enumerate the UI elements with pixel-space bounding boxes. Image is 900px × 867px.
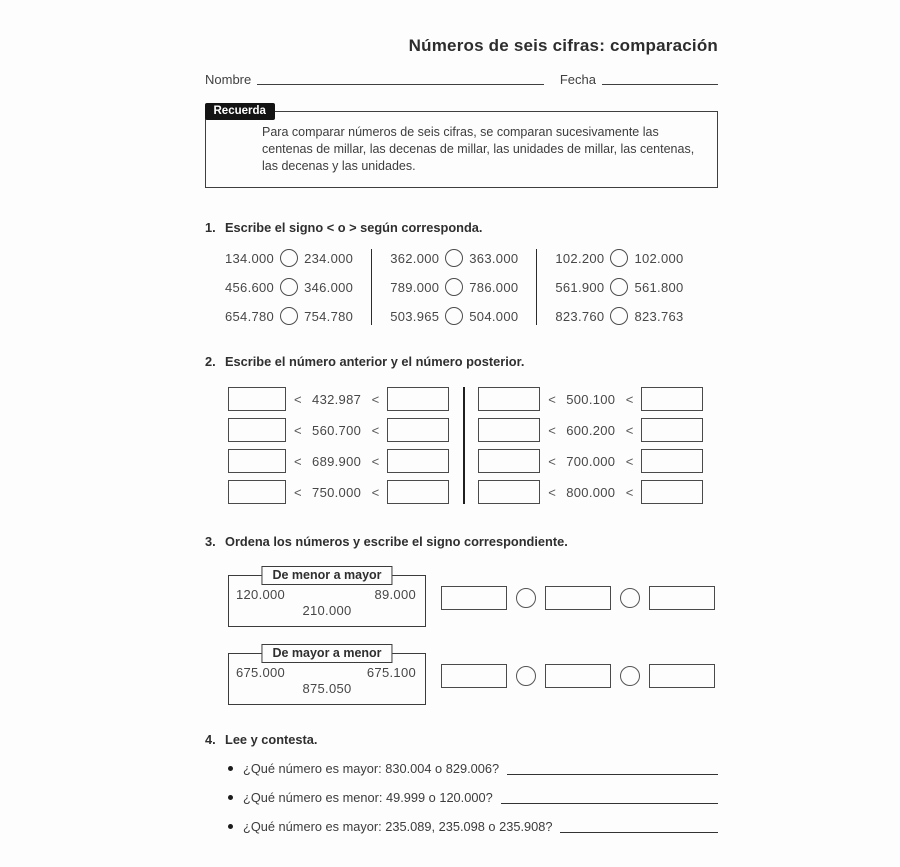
comparison-pair <box>555 307 683 325</box>
bullet-icon <box>228 766 233 771</box>
before-after-row <box>478 480 703 504</box>
sign-circle[interactable] <box>610 278 628 296</box>
exercise4-header <box>205 732 718 747</box>
answer-box[interactable] <box>228 418 286 442</box>
set-number: 210.000 <box>302 603 352 618</box>
answer-line[interactable] <box>501 791 718 804</box>
exercise2-grid <box>228 387 718 504</box>
bullet-icon <box>228 795 233 800</box>
answer-box[interactable] <box>641 387 703 411</box>
less-than-sign: < <box>294 453 302 469</box>
given-number: 560.700 <box>312 422 362 438</box>
before-after-row <box>478 418 703 442</box>
exercise3-group-descending <box>228 645 718 705</box>
name-label: Nombre <box>205 72 252 87</box>
sign-circle[interactable] <box>516 666 536 686</box>
answer-line[interactable] <box>560 820 718 833</box>
answer-box[interactable] <box>641 418 703 442</box>
answer-box[interactable] <box>649 586 715 610</box>
exercise3-number: 3. <box>205 534 216 549</box>
before-after-row <box>228 418 449 442</box>
left-number: 134.000 <box>225 250 275 266</box>
comparison-pair <box>390 249 518 267</box>
less-than-sign: < <box>294 484 302 500</box>
set-number: 675.100 <box>366 665 416 680</box>
before-after-row <box>228 387 449 411</box>
answer-box[interactable] <box>387 418 449 442</box>
exercise4-prompt: Lee y contesta. <box>225 732 318 747</box>
number-set-box <box>228 568 426 627</box>
answer-box[interactable] <box>228 480 286 504</box>
recuerda-text: Para comparar números de seis cifras, se comparan sucesivamente las centenas de millar, las decenas de millar, las unidades de millar, las centenas, las decenas y las unidades. <box>262 125 695 173</box>
comparison-pair <box>555 249 683 267</box>
set-label: De mayor a menor <box>261 644 392 663</box>
less-than-sign: < <box>371 484 380 500</box>
set-number: 120.000 <box>236 587 286 602</box>
sign-circle[interactable] <box>610 307 628 325</box>
left-number: 456.600 <box>225 279 275 295</box>
exercise4-number: 4. <box>205 732 216 747</box>
answer-box[interactable] <box>478 480 540 504</box>
exercise2-right-half <box>478 387 703 504</box>
answer-box[interactable] <box>387 449 449 473</box>
bullet-icon <box>228 824 233 829</box>
question-text: ¿Qué número es mayor: 830.004 o 829.006? <box>243 761 500 776</box>
less-than-sign: < <box>625 391 634 407</box>
exercise2-prompt: Escribe el número anterior y el número posterior. <box>225 354 525 369</box>
sign-circle[interactable] <box>445 249 463 267</box>
left-number: 102.200 <box>555 250 605 266</box>
answer-box[interactable] <box>387 387 449 411</box>
given-number: 700.000 <box>566 453 616 469</box>
answer-box[interactable] <box>641 480 703 504</box>
exercise1-column-3 <box>555 249 683 325</box>
comparison-pair <box>225 249 353 267</box>
exercise2-left-half <box>228 387 449 504</box>
sign-circle[interactable] <box>280 249 298 267</box>
exercise1-number: 1. <box>205 220 216 235</box>
exercise1-grid <box>225 249 718 325</box>
column-divider <box>371 249 372 325</box>
set-number: 89.000 <box>374 587 416 602</box>
number-set-box <box>228 646 426 705</box>
before-after-row <box>228 480 449 504</box>
answer-box[interactable] <box>478 418 540 442</box>
set-label: De menor a mayor <box>261 566 392 585</box>
left-number: 654.780 <box>225 308 275 324</box>
exercise1-column-2 <box>390 249 518 325</box>
right-number: 346.000 <box>304 279 354 295</box>
less-than-sign: < <box>294 422 302 438</box>
less-than-sign: < <box>294 391 302 407</box>
answer-box[interactable] <box>228 449 286 473</box>
exercise1-column-1 <box>225 249 353 325</box>
given-number: 689.900 <box>312 453 362 469</box>
answer-box[interactable] <box>545 664 611 688</box>
comparison-pair <box>225 307 353 325</box>
less-than-sign: < <box>625 484 634 500</box>
less-than-sign: < <box>548 484 556 500</box>
answer-box[interactable] <box>228 387 286 411</box>
less-than-sign: < <box>548 453 556 469</box>
right-number: 504.000 <box>469 308 519 324</box>
left-number: 789.000 <box>390 279 440 295</box>
right-number: 823.763 <box>634 308 684 324</box>
comparison-pair <box>390 278 518 296</box>
left-number: 503.965 <box>390 308 440 324</box>
comparison-pair <box>225 278 353 296</box>
given-number: 800.000 <box>566 484 616 500</box>
column-divider <box>536 249 537 325</box>
less-than-sign: < <box>625 422 634 438</box>
exercise1-header <box>205 220 718 235</box>
exercise1-prompt: Escribe el signo < o > según corresponda. <box>225 220 483 235</box>
exercise3-header <box>205 534 718 549</box>
right-number: 754.780 <box>304 308 354 324</box>
date-label: Fecha <box>559 72 596 87</box>
right-number: 102.000 <box>634 250 684 266</box>
name-date-row <box>205 70 718 87</box>
before-after-row <box>228 449 449 473</box>
given-number: 750.000 <box>312 484 362 500</box>
question-row <box>228 819 718 834</box>
sign-circle[interactable] <box>280 278 298 296</box>
right-number: 363.000 <box>469 250 519 266</box>
ordering-answer-strip <box>441 664 715 688</box>
question-row <box>228 761 718 776</box>
before-after-row <box>478 449 703 473</box>
answer-box[interactable] <box>387 480 449 504</box>
less-than-sign: < <box>548 422 556 438</box>
recuerda-box <box>205 105 718 188</box>
answer-line[interactable] <box>507 762 718 775</box>
exercise2-number: 2. <box>205 354 216 369</box>
page-title: Números de seis cifras: comparación <box>408 36 718 55</box>
answer-box[interactable] <box>478 387 540 411</box>
answer-box[interactable] <box>441 664 507 688</box>
before-after-row <box>478 387 703 411</box>
less-than-sign: < <box>548 391 556 407</box>
left-number: 823.760 <box>555 308 605 324</box>
left-number: 561.900 <box>555 279 605 295</box>
question-row <box>228 790 718 805</box>
comparison-pair <box>390 307 518 325</box>
less-than-sign: < <box>371 391 380 407</box>
less-than-sign: < <box>371 422 380 438</box>
sign-circle[interactable] <box>445 278 463 296</box>
ordering-answer-strip <box>441 586 715 610</box>
answer-box[interactable] <box>649 664 715 688</box>
less-than-sign: < <box>625 453 634 469</box>
exercise2-header <box>205 354 718 369</box>
less-than-sign: < <box>371 453 380 469</box>
sign-circle[interactable] <box>620 588 640 608</box>
half-divider <box>463 387 465 504</box>
answer-box[interactable] <box>641 449 703 473</box>
right-number: 786.000 <box>469 279 519 295</box>
date-input-line[interactable] <box>602 70 718 85</box>
given-number: 600.200 <box>566 422 616 438</box>
set-number: 675.000 <box>236 665 286 680</box>
name-input-line[interactable] <box>257 70 544 85</box>
sign-circle[interactable] <box>445 307 463 325</box>
given-number: 432.987 <box>312 391 362 407</box>
right-number: 234.000 <box>304 250 354 266</box>
answer-box[interactable] <box>545 586 611 610</box>
given-number: 500.100 <box>566 391 616 407</box>
exercise3-group-ascending <box>228 567 718 627</box>
right-number: 561.800 <box>634 279 684 295</box>
left-number: 362.000 <box>390 250 440 266</box>
question-text: ¿Qué número es mayor: 235.089, 235.098 o 235.908? <box>243 819 553 834</box>
set-number: 875.050 <box>302 681 352 696</box>
sign-circle[interactable] <box>516 588 536 608</box>
sign-circle[interactable] <box>610 249 628 267</box>
worksheet-content <box>205 0 718 834</box>
answer-box[interactable] <box>478 449 540 473</box>
comparison-pair <box>555 278 683 296</box>
exercise3-prompt: Ordena los números y escribe el signo correspondiente. <box>225 534 568 549</box>
sign-circle[interactable] <box>620 666 640 686</box>
question-text: ¿Qué número es menor: 49.999 o 120.000? <box>243 790 493 805</box>
answer-box[interactable] <box>441 586 507 610</box>
sign-circle[interactable] <box>280 307 298 325</box>
recuerda-tab: Recuerda <box>205 103 275 120</box>
